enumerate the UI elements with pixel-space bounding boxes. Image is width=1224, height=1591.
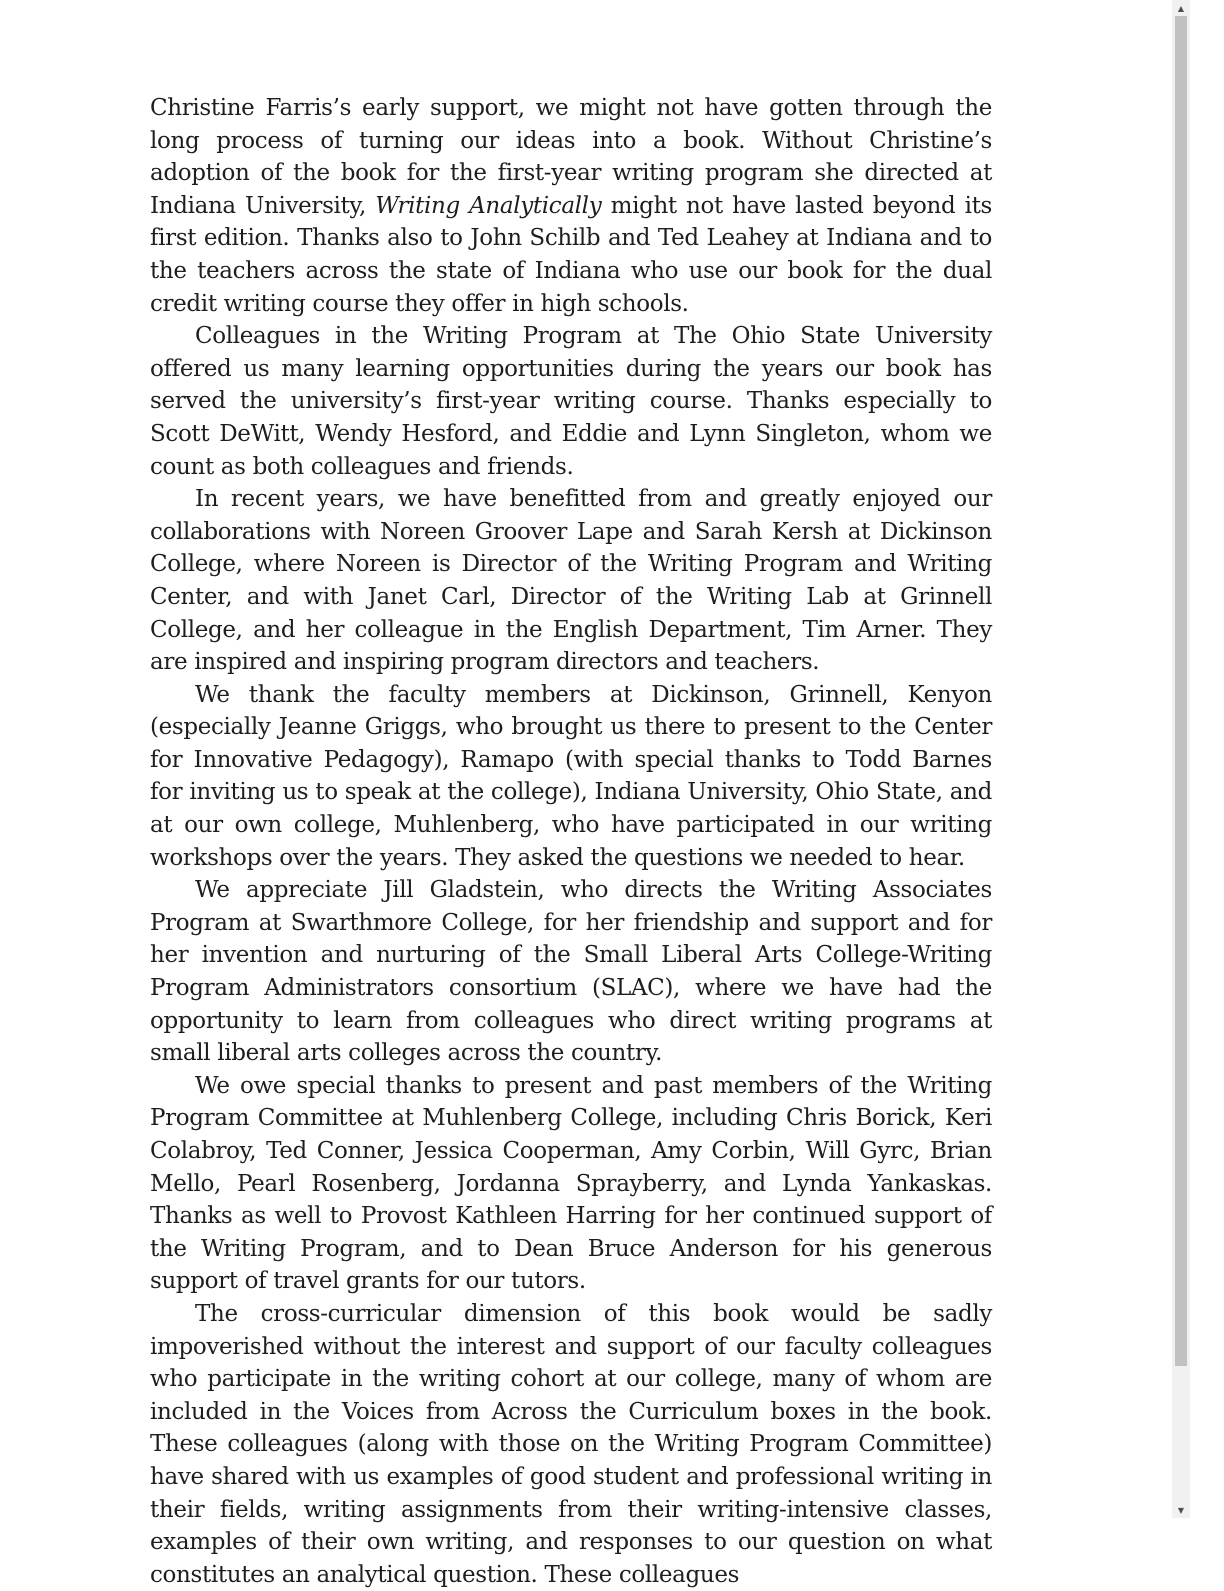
book-title: Writing Analytically [375,192,602,219]
paragraph-text: might not have lasted beyond its first edition. Thanks also to John Schilb and Ted Leahey at Indiana and to the teachers across the state of Indiana who use our book for the dual credit writing course they offer in high schools. [150,192,992,317]
paragraph: In recent years, we have benefitted from and greatly enjoyed our collaborations with Noreen Groover Lape and Sarah Kersh at Dickinson College, where Noreen is Director of the Writing Program and Writing Center, and with Janet Carl, Director of the Writing Lab at Grinnell College, and her colleague in the English Department, Tim Arner. They are inspired and inspiring program directors and teachers. [150,486,992,676]
body-text [150,92,992,1591]
paragraph [150,92,992,320]
scroll-up-arrow-icon[interactable]: ▲ [1177,3,1185,13]
paragraph-text: Christine Farris’s early support, we might not have gotten through the long process of turning our ideas into a book. Without Christine’s adoption of the book for the first-year writing program she directed at Indiana University, [150,95,992,219]
paragraph: The cross-curricular dimension of this book would be sadly impoverished without the interest and support of our faculty colleagues who participate in the writing cohort at our college, many of whom are included in the Voices from Across the Curriculum boxes in the book. These colleagues (along with those on the Writing Program Committee) have shared with us examples of good student and professional writing in their fields, writing assignments from their writing-intensive classes, examples of their own writing, and responses to our question on what constitutes an analytical question. These colleagues [150,1300,992,1588]
scroll-down-arrow-icon[interactable]: ▼ [1177,1505,1185,1515]
paragraph: Colleagues in the Writing Program at The Ohio State University offered us many learning opportunities during the years our book has served the university’s first-year writing course. Thanks especially to Scott DeWitt, Wendy Hesford, and Eddie and Lynn Singleton, whom we count as both colleagues and friends. [150,323,992,480]
paragraph: We appreciate Jill Gladstein, who directs the Writing Associates Program at Swarthmore College, for her friendship and support and for her invention and nurturing of the Small Liberal Arts College-Writing Program Administrators consortium (SLAC), where we have had the opportunity to learn from colleagues who direct writing programs at small liberal arts colleges across the country. [150,877,992,1067]
vertical-scrollbar[interactable] [1172,0,1190,1518]
paragraph: We owe special thanks to present and past members of the Writing Program Committee at Muhlenberg College, including Chris Borick, Keri Colabroy, Ted Conner, Jessica Cooperman, Amy Corbin, Will Gyrc, Brian Mello, Pearl Rosenberg, Jordanna Sprayberry, and Lynda Yankaskas. Thanks as well to Provost Kathleen Harring for her continued support of the Writing Program, and to Dean Bruce Anderson for his generous support of travel grants for our tutors. [150,1072,992,1295]
paragraph: We thank the faculty members at Dickinson, Grinnell, Kenyon (especially Jeanne Griggs, who brought us there to present to the Center for Innovative Pedagogy), Ramapo (with special thanks to Todd Barnes for inviting us to speak at the college), Indiana University, Ohio State, and at our own college, Muhlenberg, who have participated in our writing workshops over the years. They asked the questions we needed to hear. [150,681,992,871]
scrollbar-thumb[interactable] [1175,16,1187,1366]
